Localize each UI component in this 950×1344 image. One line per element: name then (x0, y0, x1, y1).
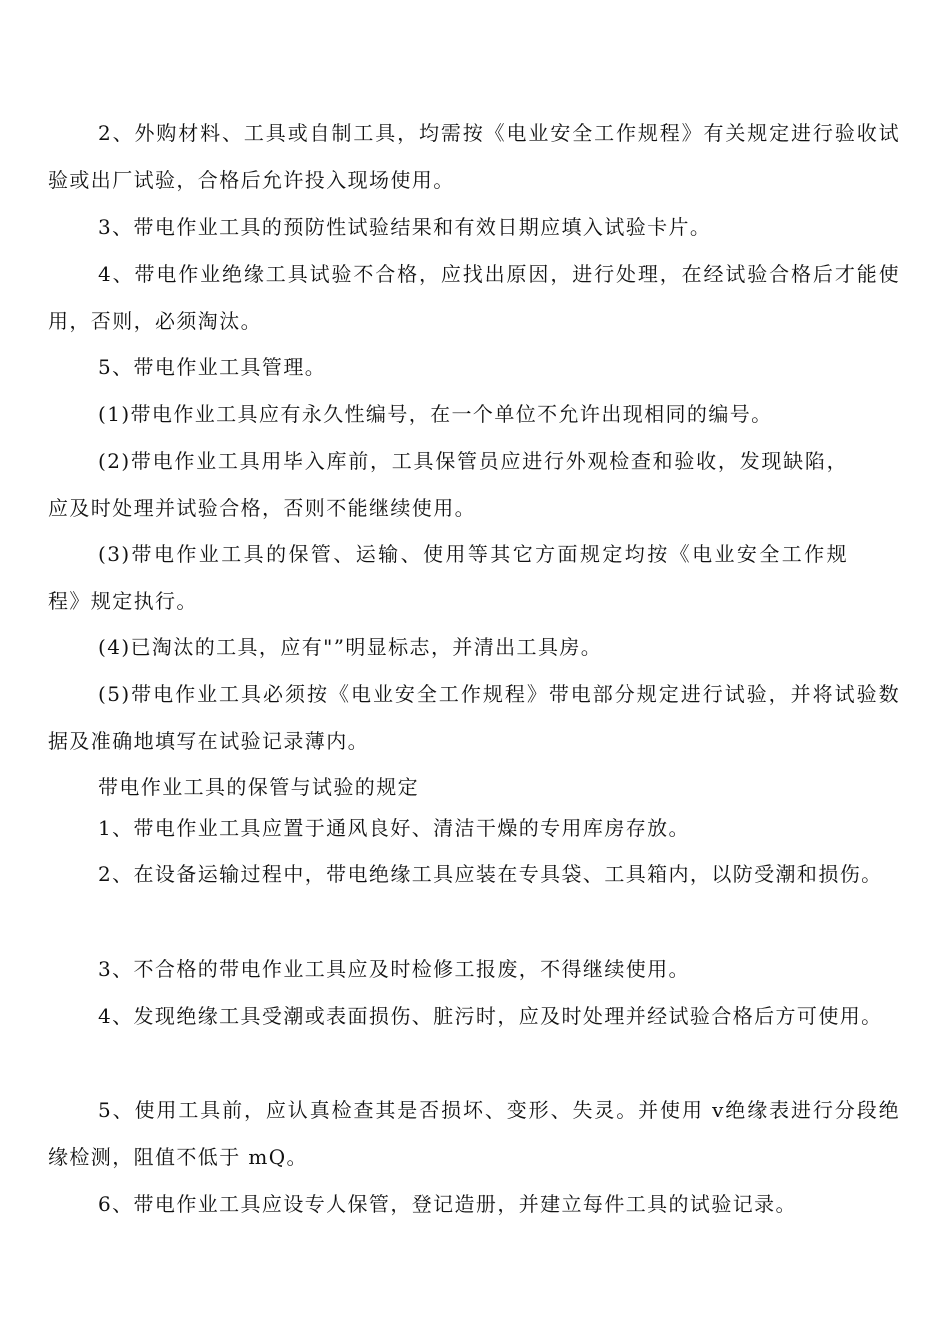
paragraph-item-5-testing: (5)带电作业工具必须按《电业安全工作规程》带电部分规定进行试验，并将试验数据及准确地填写在试验记录薄内。 (48, 682, 900, 753)
paragraph-2-purchased-tools: 2、外购材料、工具或自制工具，均需按《电业安全工作规程》有关规定进行验收试验或出厂试验，合格后允许投入现场使用。 (48, 121, 900, 192)
paragraph-item-2-inspection: (2)带电作业工具用毕入库前，工具保管员应进行外观检查和验收，发现缺陷，应及时处理并试验合格，否则不能继续使用。 (48, 449, 848, 520)
section-heading: 带电作业工具的保管与试验的规定 (98, 775, 419, 799)
paragraph-rule-3-scrap: 3、不合格的带电作业工具应及时检修工报废，不得继续使用。 (98, 957, 690, 981)
paragraph-rule-4-damp-tools: 4、发现绝缘工具受潮或表面损伤、脏污时，应及时处理并经试验合格后方可使用。 (98, 1004, 883, 1028)
paragraph-4-failed-tools: 4、带电作业绝缘工具试验不合格，应找出原因，进行处理，在经试验合格后才能使用，否则，必须淘汰。 (48, 262, 900, 333)
paragraph-rule-5-inspection: 5、使用工具前，应认真检查其是否损坏、变形、失灵。并使用 v绝缘表进行分段绝缘检测，阻值不低于 mQ。 (48, 1098, 900, 1169)
paragraph-rule-2-transport: 2、在设备运输过程中，带电绝缘工具应装在专具袋、工具箱内，以防受潮和损伤。 (98, 862, 883, 886)
paragraph-item-3-regulations: (3)带电作业工具的保管、运输、使用等其它方面规定均按《电业安全工作规程》规定执行。 (48, 542, 848, 613)
paragraph-item-1-numbering: (1)带电作业工具应有永久性编号，在一个单位不允许出现相同的编号。 (98, 402, 773, 426)
paragraph-rule-6-custody: 6、带电作业工具应设专人保管，登记造册，并建立每件工具的试验记录。 (98, 1192, 797, 1216)
paragraph-3-test-card: 3、带电作业工具的预防性试验结果和有效日期应填入试验卡片。 (98, 215, 712, 239)
paragraph-rule-1-storage: 1、带电作业工具应置于通风良好、清洁干燥的专用库房存放。 (98, 816, 690, 840)
paragraph-item-4-retired-tools: (4)已淘汰的工具，应有"”明显标志，并清出工具房。 (98, 635, 603, 659)
paragraph-5-tool-management: 5、带电作业工具管理。 (98, 355, 327, 379)
